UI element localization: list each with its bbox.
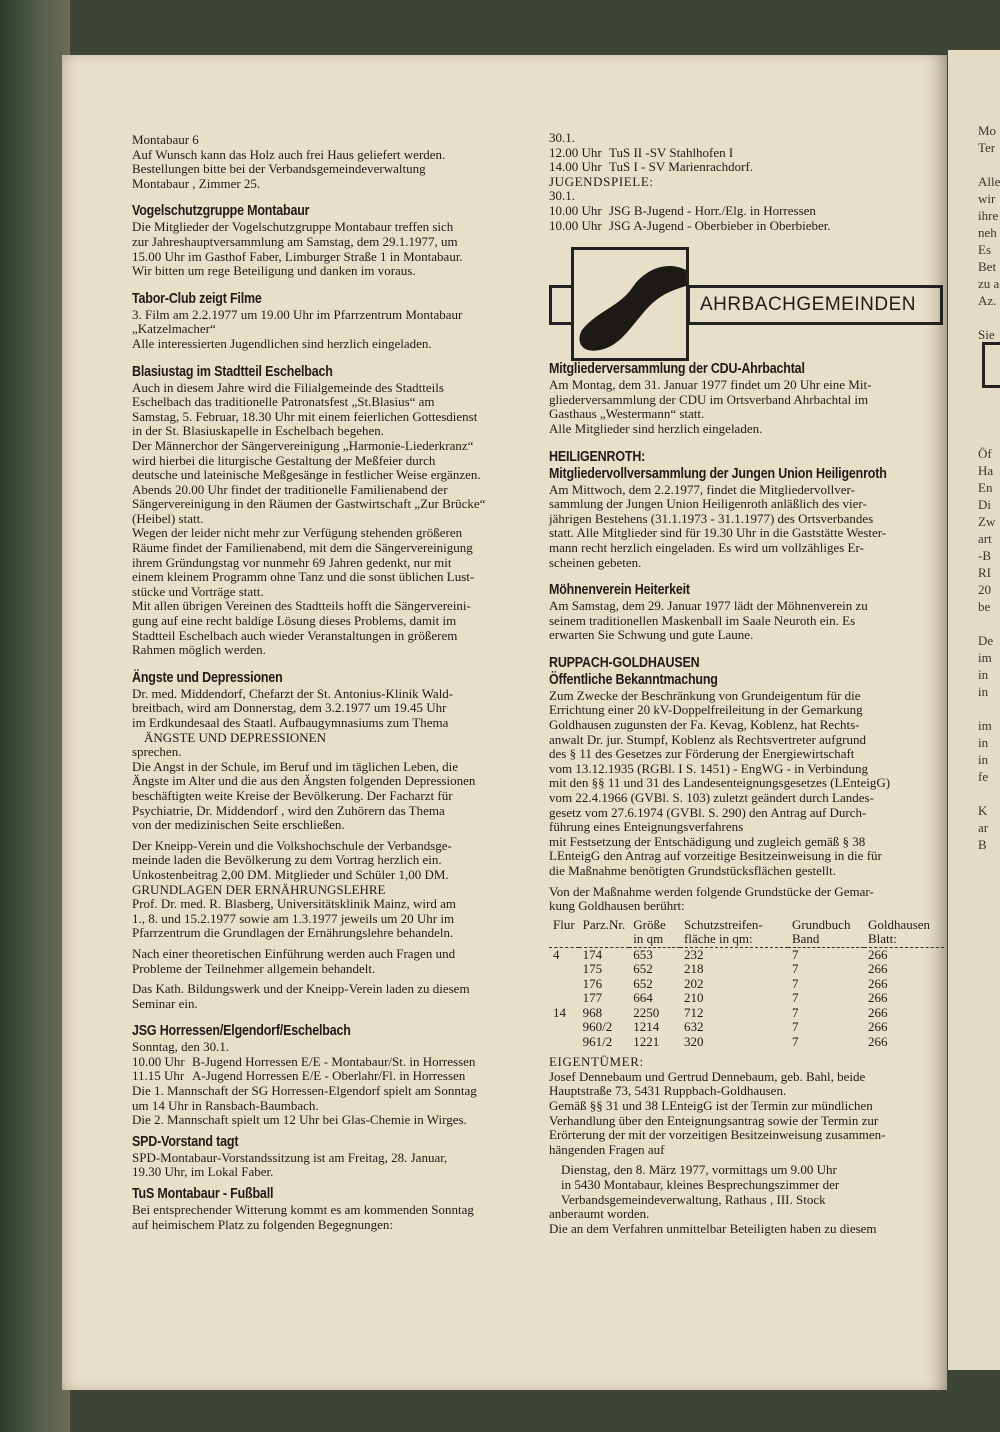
adjacent-text-fragment xyxy=(948,615,1000,632)
ruppach-place: RUPPACH-GOLDHAUSEN xyxy=(549,654,700,671)
adjacent-text-fragment: De xyxy=(978,633,994,648)
text-line: Die 2. Mannschaft spielt um 12 Uhr bei Glas-Chemie in Wirges. xyxy=(132,1112,467,1128)
text-line: Montabaur 6 xyxy=(132,132,199,147)
table-cell: 210 xyxy=(684,990,704,1006)
text-line: führung eines Enteignungsverfahrens xyxy=(549,819,744,835)
angst-topic: ÄNGSTE UND DEPRESSIONEN xyxy=(144,729,327,745)
text-line: Pfarrzentrum die Grundlagen der Ernährungslehre behandeln. xyxy=(132,925,454,941)
hearing-date-text xyxy=(549,1163,944,1207)
owner-text xyxy=(549,1070,944,1099)
text-line: Die Mitglieder der Vogelschutzgruppe Montabaur treffen sich xyxy=(132,219,454,235)
text-line: gung auf eine recht baldige Lösung dieses Problems, damit im xyxy=(132,613,457,629)
schedule-row xyxy=(549,146,944,161)
table-row xyxy=(549,991,944,1006)
table-cell: 232 xyxy=(684,946,704,962)
text-line: mann recht herzlich eingeladen. Es wird um vollzähliges Er- xyxy=(549,539,864,555)
parcel-table-header xyxy=(549,918,944,948)
text-line: Räume findet der Familienabend, mit dem die Sängervereinigung xyxy=(132,540,473,556)
adjacent-text-fragment xyxy=(948,156,1000,173)
text-line: kung Goldhausen berührt: xyxy=(549,898,685,914)
table-cell: 632 xyxy=(684,1019,704,1035)
term-text xyxy=(549,1099,944,1157)
adjacent-text-fragment: be xyxy=(978,599,991,614)
text-line: 3. Film am 2.2.1977 um 19.00 Uhr im Pfarrzentrum Montabaur xyxy=(132,306,463,322)
table-cell: 961/2 xyxy=(582,1033,613,1049)
intro-block xyxy=(132,133,532,191)
table-cell: 1221 xyxy=(633,1033,660,1049)
table-cell: 218 xyxy=(684,961,704,977)
text-line: ihrem Gründungstag vor nunmehr 69 Jahren gedenkt, nur mit xyxy=(132,554,452,570)
text-line: Bei entsprechender Witterung kommt es am kommenden Sonntag xyxy=(132,1202,474,1218)
adjacent-text-fragment: in xyxy=(978,735,989,750)
schedule-time: 10.00 Uhr xyxy=(549,202,602,218)
text-line: 19.30 Uhr, im Lokal Faber. xyxy=(132,1164,274,1180)
text-line: Bestellungen bitte bei der Verbandsgemeindeverwaltung xyxy=(132,161,426,177)
schedule-time: 11.15 Uhr xyxy=(132,1068,185,1084)
text-line: 15.00 Uhr im Gasthof Faber, Limburger Straße 1 in Montabaur. xyxy=(132,248,463,264)
angst-text-f xyxy=(132,982,532,1011)
text-line: scheinen gebeten. xyxy=(549,554,642,570)
text-line: stücke und Vorträge statt. xyxy=(132,583,264,599)
text-line: um 14 Uhr in Ransbach-Baumbach. xyxy=(132,1097,319,1113)
adjacent-text-fragment: wir xyxy=(978,191,996,206)
text-line: seinem traditionellen Maskenball im Saale Neuroth ein. Es xyxy=(549,612,856,628)
schedule-time: 10.00 Uhr xyxy=(132,1053,185,1069)
text-line: mit Festsetzung der Entschädigung und zugleich gemäß § 38 xyxy=(549,833,866,849)
schedule-match: TuS II -SV Stahlhofen I xyxy=(609,144,734,160)
blasius-text xyxy=(132,381,532,658)
table-cell: 266 xyxy=(867,1033,888,1049)
text-line: zur Jahreshauptversammlung am Samstag, dem 29.1.1977, um xyxy=(132,233,458,249)
text-line: in der St. Blasiuskapelle in Eschelbach begehen. xyxy=(132,423,384,439)
table-row xyxy=(549,962,944,977)
text-line: anberaumt worden. xyxy=(549,1206,650,1222)
text-line: mit den §§ 11 und 31 des Landesenteignungsgesetzes (LEnteigG) xyxy=(549,775,891,791)
table-cell: 266 xyxy=(867,961,888,977)
table-row xyxy=(549,1035,944,1050)
ruppach-text-2 xyxy=(549,885,944,914)
table-cell: 7 xyxy=(791,961,799,977)
table-cell: 7 xyxy=(791,990,799,1006)
table-cell: 202 xyxy=(684,975,704,991)
column-header: Goldhausen Blatt: xyxy=(867,916,931,947)
column-header: Parz.Nr. xyxy=(582,916,626,932)
owner-heading: EIGENTÜMER: xyxy=(549,1054,644,1070)
text-line: Nach einer theoretischen Einführung werden auch Fragen und xyxy=(132,945,456,961)
text-line: Errichtung einer 20 kV-Doppelfreileitung in der Gemarkung xyxy=(549,702,863,718)
adjacent-text-fragment: Di xyxy=(978,497,991,512)
logo-emblem xyxy=(571,247,689,361)
adjacent-text-fragment: B xyxy=(978,837,987,852)
adjacent-text-fragment xyxy=(948,411,1000,428)
table-cell: 266 xyxy=(867,946,888,962)
text-line: erwarten Sie Schwung und gute Laune. xyxy=(549,627,754,643)
ahrbach-logo xyxy=(549,247,944,361)
angst-text-e xyxy=(132,947,532,976)
text-line: breitbach, wird am Donnerstag, dem 3.2.1977 um 19.45 Uhr xyxy=(132,700,447,716)
heading-vogelschutz: Vogelschutzgruppe Montabaur xyxy=(132,203,310,220)
angst-text-b xyxy=(132,745,532,833)
text-line: Auf Wunsch kann das Holz auch frei Haus geliefert werden. xyxy=(132,146,446,162)
text-line: beschäftigten weite Kreise der Bevölkerung. Der Facharzt für xyxy=(132,787,453,803)
parcel-table xyxy=(549,918,944,1050)
heiligenroth-place: HEILIGENROTH: xyxy=(549,448,646,465)
text-line: Stadtteil Eschelbach auch wieder Veranstaltungen in größerem xyxy=(132,627,458,643)
table-cell: 174 xyxy=(582,946,603,962)
youth-games xyxy=(549,204,944,233)
adjacent-text-fragment xyxy=(948,428,1000,445)
schedule-match: A-Jugend Horressen E/E - Oberlahr/Fl. in Horressen xyxy=(192,1068,466,1084)
book-binding-edge xyxy=(0,0,70,1432)
text-line: Verhandlung über den Enteignungsantrag sowie der Termin zur xyxy=(549,1112,879,1128)
text-line: Seminar ein. xyxy=(132,995,198,1011)
text-line: Josef Dennebaum und Gertrud Dennebaum, geb. Bahl, beide xyxy=(549,1068,866,1084)
adjacent-text-fragment: Alle xyxy=(978,174,1000,189)
heading-blasiustag: Blasiustag im Stadtteil Eschelbach xyxy=(132,363,333,380)
schedule-row xyxy=(549,219,944,234)
text-line: Alle Mitglieder sind herzlich eingeladen. xyxy=(549,420,763,436)
text-line: (Heibel) statt. xyxy=(132,510,204,526)
tabor-text xyxy=(132,308,532,352)
schedule-time: 14.00 Uhr xyxy=(549,159,602,175)
table-row xyxy=(549,947,944,962)
heading-junge-union: Mitgliedervollversammlung der Jungen Union Heiligenroth xyxy=(549,465,887,482)
text-line: Montabaur , Zimmer 25. xyxy=(132,175,261,191)
closing-text xyxy=(549,1207,944,1236)
text-line: auf heimischem Platz zu folgenden Begegnungen: xyxy=(132,1216,394,1232)
angst-text-c xyxy=(132,839,532,883)
text-line: gliederversammlung der CDU im Ortsverband Ahrbachtal im xyxy=(549,391,869,407)
text-line: Sängervereinigung in den Räumen der Gastwirtschaft „Zur Brücke“ xyxy=(132,496,486,512)
text-line: meinde laden die Bevölkerung zu dem Vortrag herzlich ein. xyxy=(132,852,442,868)
schedule-row xyxy=(132,1055,532,1070)
table-cell: 266 xyxy=(867,990,888,1006)
jsg-date: Sonntag, den 30.1. xyxy=(132,1039,230,1055)
adjacent-text-fragment xyxy=(948,700,1000,717)
schedule-row xyxy=(549,204,944,219)
adjacent-text-fragment: art xyxy=(978,531,992,546)
column-header: Größe in qm xyxy=(633,916,666,947)
text-line: sammlung der Jungen Union Heiligenroth anläßlich des vier- xyxy=(549,496,867,512)
text-line: Am Samstag, dem 29. Januar 1977 lädt der Möhnenverein zu xyxy=(549,598,868,614)
newspaper-page xyxy=(62,55,947,1390)
text-line: Auch in diesem Jahre wird die Filialgemeinde des Stadtteils xyxy=(132,379,444,395)
text-line: Gemäß §§ 31 und 38 LEnteigG ist der Termin zur mündlichen xyxy=(549,1098,873,1114)
text-line: die Maßnahme benötigten Grundstücksflächen gestellt. xyxy=(549,863,837,878)
text-line: Die an dem Verfahren unmittelbar Beteiligten haben zu diesem xyxy=(549,1220,877,1236)
text-line: einem kleinem Programm ohne Tanz und die sonst üblichen Lust- xyxy=(132,569,475,585)
table-cell: 960/2 xyxy=(582,1019,613,1035)
jsg-games xyxy=(132,1055,532,1084)
adjacent-text-fragment: ihre xyxy=(978,208,999,223)
column-header: Schutzstreifen-fläche in qm: xyxy=(684,916,763,947)
table-cell xyxy=(549,977,579,992)
adjacent-text-fragment: Zw xyxy=(978,514,996,529)
adjacent-text-fragment: Bet xyxy=(978,259,997,274)
table-cell: 266 xyxy=(867,1019,888,1035)
adjacent-text-fragment xyxy=(948,785,1000,802)
table-cell: 266 xyxy=(867,1004,888,1020)
text-line: gesetz vom 27.6.1974 (GVBl. S. 290) den Antrag auf Durch- xyxy=(549,804,867,820)
schedule-match: JSG A-Jugend - Oberbieber in Oberbieber. xyxy=(609,217,831,233)
text-line: Der Männerchor der Sängervereinigung „Harmonie-Liederkranz“ xyxy=(132,437,474,453)
text-line: Dr. med. Middendorf, Chefarzt der St. Antonius-Klinik Wald- xyxy=(132,685,454,701)
text-line: „Katzelmacher“ xyxy=(132,321,216,337)
adjacent-text-fragment xyxy=(948,394,1000,411)
text-line: Abends 20.00 Uhr findet der traditionelle Familienabend der xyxy=(132,481,448,497)
adjacent-text-fragment: in xyxy=(978,667,989,682)
tus-text xyxy=(132,1203,532,1232)
adjacent-text-fragment: Ha xyxy=(978,463,994,478)
text-line: wird hierbei die liturgische Gestaltung der Meßfeier durch xyxy=(132,452,436,468)
table-cell: 7 xyxy=(791,1004,799,1020)
text-line: statt. Alle Mitglieder sind für 19.30 Uhr in die Gaststätte Wester- xyxy=(549,525,887,541)
heading-tabor-club: Tabor-Club zeigt Filme xyxy=(132,290,262,307)
schedule-match: TuS I - SV Marienrachdorf. xyxy=(609,159,754,175)
adjacent-text-fragment: neh xyxy=(978,225,997,240)
text-line: in 5430 Montabaur, kleines Besprechungszimmer der xyxy=(561,1177,840,1193)
text-line: Die Angst in der Schule, im Beruf und im täglichen Leben, die xyxy=(132,758,459,774)
table-cell: 652 xyxy=(633,961,653,977)
column-header: Flur xyxy=(553,916,575,932)
table-cell: 712 xyxy=(684,1004,704,1020)
table-cell: 266 xyxy=(867,975,888,991)
parcel-table-body xyxy=(549,947,944,1049)
text-line: jährigen Bestehens (31.1.1973 - 31.1.1977) des Ortsverbandes xyxy=(549,510,874,526)
text-line: Der Kneipp-Verein und die Volkshochschule der Verbandsge- xyxy=(132,837,452,853)
table-cell: 7 xyxy=(791,946,799,962)
adjacent-text-fragment: Es xyxy=(978,242,991,257)
text-line: anwalt Dr. jur. Stumpf, Koblenz als Rechtsvertreter aufgrund xyxy=(549,731,866,747)
schedule-row xyxy=(549,160,944,175)
text-line: Probleme der Teilnehmer allgemein behandelt. xyxy=(132,960,376,976)
adjacent-text-fragment: RI xyxy=(978,565,991,580)
spd-text xyxy=(132,1151,532,1180)
text-line: Das Kath. Bildungswerk und der Kneipp-Verein laden zu diesem xyxy=(132,981,470,997)
text-line: vom 22.4.1966 (GVBl. S. 103) zuletzt geändert durch Landes- xyxy=(549,790,874,806)
table-row xyxy=(549,977,944,992)
adjacent-text-fragment: fe xyxy=(978,769,989,784)
adjacent-text-fragment: En xyxy=(978,480,993,495)
column-header: Grundbuch Band xyxy=(791,916,851,947)
angst-topic-2: GRUNDLAGEN DER ERNÄHRUNGSLEHRE xyxy=(132,881,386,897)
heading-cdu: Mitgliederversammlung der CDU-Ahrbachtal xyxy=(549,361,805,378)
text-line: Gasthaus „Westermann“ statt. xyxy=(549,406,705,422)
text-line: Goldhausen zugunsten der Fa. Kevag, Koblenz, hat Rechts- xyxy=(549,717,860,733)
text-line: im Erdkundesaal des Staatl. Aufbaugymnasiums zum Thema xyxy=(132,715,449,730)
jsg-text xyxy=(132,1084,532,1128)
table-cell: 652 xyxy=(633,975,653,991)
adjacent-text-fragment: in xyxy=(978,752,989,767)
text-line: Mit allen übrigen Vereinen des Stadtteils hofft die Sängervereini- xyxy=(132,598,471,614)
table-cell xyxy=(549,1035,579,1050)
youth-date: 30.1. xyxy=(549,188,575,204)
text-line: Am Mittwoch, dem 2.2.1977, findet die Mitgliedervollver- xyxy=(549,481,855,497)
table-row xyxy=(549,1020,944,1035)
schedule-time: 10.00 Uhr xyxy=(549,217,602,233)
table-cell: 1214 xyxy=(633,1019,660,1035)
text-line: vom 13.12.1935 (RGBl. I S. 1451) - EngWG - in Verbindung xyxy=(549,760,868,776)
angst-text-d xyxy=(132,897,532,941)
ruppach-text xyxy=(549,689,944,879)
right-column xyxy=(549,131,944,1236)
text-line: Am Montag, dem 31. Januar 1977 findet um 20 Uhr eine Mit- xyxy=(549,377,872,393)
table-cell: 320 xyxy=(684,1033,704,1049)
ju-text xyxy=(549,483,944,571)
text-line: Hauptstraße 73, 5431 Ruppbach-Goldhausen. xyxy=(549,1083,787,1099)
table-cell: 14 xyxy=(553,1004,566,1020)
schedule-row xyxy=(132,1069,532,1084)
text-line: Dienstag, den 8. März 1977, vormittags um 9.00 Uhr xyxy=(561,1162,837,1178)
table-cell: 175 xyxy=(582,961,603,977)
angst-text-a xyxy=(132,687,532,731)
text-line: Psychiatrie, Dr. Middendorf , wird den Zuhörern das Thema xyxy=(132,802,445,818)
table-row xyxy=(549,1006,944,1021)
schedule-time: 12.00 Uhr xyxy=(549,144,602,160)
text-line: von der medizinischen Seite erschließen. xyxy=(132,817,345,833)
schedule-match: B-Jugend Horressen E/E - Montabaur/St. in Horressen xyxy=(192,1053,476,1069)
text-line: Zum Zwecke der Beschränkung von Grundeigentum für die xyxy=(549,687,861,703)
text-line: 1., 8. und 15.2.1977 sowie am 1.3.1977 jeweils um 20 Uhr im xyxy=(132,910,455,926)
text-line: Unkostenbeitrag 2,00 DM. Mitglieder und Schüler 1,00 DM. xyxy=(132,866,449,882)
vogelschutz-text xyxy=(132,220,532,278)
adjacent-text-fragment: ar xyxy=(978,820,989,835)
ahrbach-banner: AHRBACHGEMEINDEN xyxy=(687,285,943,325)
table-cell: 4 xyxy=(553,946,560,962)
text-line: SPD-Montabaur-Vorstandssitzung ist am Freitag, 28. Januar, xyxy=(132,1149,448,1165)
text-line: Rahmen möglich werden. xyxy=(132,642,266,658)
text-line: Prof. Dr. med. R. Blasberg, Universitätsklinik Mainz, wird am xyxy=(132,896,456,912)
heading-aengste: Ängste und Depressionen xyxy=(132,669,283,686)
table-cell: 664 xyxy=(633,990,653,1006)
table-cell: 7 xyxy=(791,1019,799,1035)
adjacent-text-fragment: im xyxy=(978,718,992,733)
text-line: deutsche und lateinische Meßgesänge in festlicher Weise ergänzen. xyxy=(132,467,481,483)
table-cell: 7 xyxy=(791,1033,799,1049)
table-cell xyxy=(549,991,579,1006)
tus-games xyxy=(549,146,944,175)
heading-bekanntmachung: Öffentliche Bekanntmachung xyxy=(549,671,718,688)
cdu-text xyxy=(549,378,944,436)
left-column xyxy=(132,133,532,1232)
tus-date: 30.1. xyxy=(549,130,575,145)
adjacent-text-fragment: Az. xyxy=(978,293,997,308)
text-line: LEnteigG den Antrag auf vorzeitige Besitzeinweisung in die für xyxy=(549,848,882,864)
heading-tus: TuS Montabaur - Fußball xyxy=(132,1186,274,1203)
adjacent-text-fragment: im xyxy=(978,650,992,665)
text-line: Verbandsgemeindeverwaltung, Rathaus , III. Stock xyxy=(561,1191,826,1207)
adjacent-text-fragment: K xyxy=(978,803,988,818)
adjacent-text-fragment: Mo xyxy=(978,123,997,138)
adjacent-page-fragment xyxy=(948,50,1000,1370)
adjacent-text-fragment: Sie xyxy=(978,327,995,342)
adjacent-text-fragment: Öf xyxy=(978,446,992,461)
adjacent-text-fragment: in xyxy=(978,684,989,699)
table-cell xyxy=(549,1020,579,1035)
text-line: des § 11 des Gesetzes zur Förderung der Energiewirtschaft xyxy=(549,746,855,762)
text-line: sprechen. xyxy=(132,744,182,760)
table-cell xyxy=(549,962,579,977)
adjacent-text-fragment: zu a xyxy=(978,276,1000,291)
heading-jsg: JSG Horressen/Elgendorf/Eschelbach xyxy=(132,1023,351,1040)
youth-heading: JUGENDSPIELE: xyxy=(549,173,654,189)
adjacent-text-fragment xyxy=(948,309,1000,326)
adjacent-text-fragment: -B xyxy=(978,548,991,563)
adjacent-text-fragment: Ter xyxy=(978,140,996,155)
schedule-match: JSG B-Jugend - Horr./Elg. in Horressen xyxy=(609,202,816,218)
heading-moehnenverein: Möhnenverein Heiterkeit xyxy=(549,582,690,599)
table-cell: 968 xyxy=(582,1004,603,1020)
adjacent-page-box xyxy=(982,342,1000,388)
river-icon xyxy=(574,250,686,358)
table-cell: 2250 xyxy=(633,1004,660,1020)
text-line: Erörterung der mit der vorzeitigen Besitzeinweisung zusammen- xyxy=(549,1127,886,1143)
table-cell: 7 xyxy=(791,975,799,991)
text-line: Alle interessierten Jugendlichen sind herzlich eingeladen. xyxy=(132,335,432,351)
text-line: Eschelbach das traditionelle Patronatsfest „St.Blasius“ am xyxy=(132,394,435,410)
heading-spd: SPD-Vorstand tagt xyxy=(132,1133,239,1150)
moehnen-text xyxy=(549,599,944,643)
text-line: Ängste im Alter und die aus den Ängsten folgenden Depressionen xyxy=(132,773,476,789)
text-line: Wegen der leider nicht mehr zur Verfügung stehenden größeren xyxy=(132,525,463,541)
adjacent-text-fragment: 20 xyxy=(978,582,991,597)
table-cell: 653 xyxy=(633,946,653,962)
text-line: Die 1. Mannschaft der SG Horressen-Elgendorf spielt am Sonntag xyxy=(132,1083,477,1099)
text-line: Wir bitten um rege Beteiligung und danken im voraus. xyxy=(132,263,416,279)
table-cell: 177 xyxy=(582,990,603,1006)
table-cell: 176 xyxy=(582,975,603,991)
text-line: Von der Maßnahme werden folgende Grundstücke der Gemar- xyxy=(549,883,874,899)
text-line: hängenden Fragen auf xyxy=(549,1141,665,1157)
text-line: Samstag, 5. Februar, 18.30 Uhr mit einem feierlichen Gottesdienst xyxy=(132,408,478,424)
